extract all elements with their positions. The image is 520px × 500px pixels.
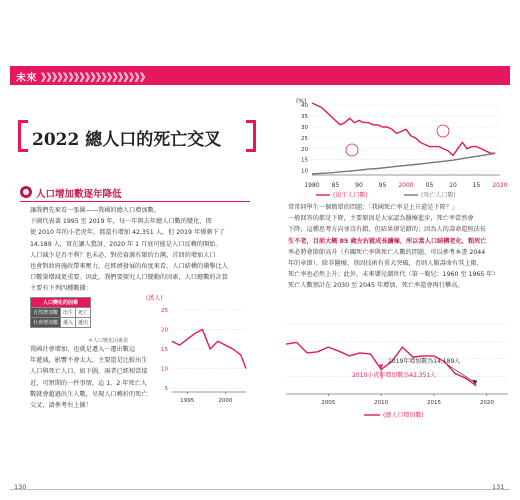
y-tick-label: 10 <box>161 366 168 373</box>
text-line-highlight: 生不老，目前大概 85 歲左右就成長續極，所以當人口結構老化，粗死亡 <box>288 237 487 245</box>
y-axis-unit: (萬人) <box>146 295 163 302</box>
x-tick-label: 2020 <box>492 182 508 189</box>
text-line: 年遞減，影響不會太大，主要還是比較出生 <box>30 357 148 365</box>
text-line: 我國社會增加，也就是遷入－遷出數這 <box>30 346 136 353</box>
text-line: 數就會超過出生人數，呈現人口轉折的死亡 <box>30 390 148 398</box>
legend-label: (死亡人口數) <box>421 192 456 199</box>
table-cell: 出生 <box>61 308 76 318</box>
page-number-left: 130 <box>14 483 27 491</box>
y-tick-label: 15 <box>301 157 308 164</box>
legend-label: (總人口增加數) <box>383 412 424 419</box>
annotation-label: 2019年增加數為14,189人 <box>388 358 461 365</box>
x-tick-label: 85 <box>331 182 340 189</box>
table-cell: 遷入 <box>61 318 76 328</box>
x-tick-label: 90 <box>355 182 363 189</box>
text-line: 讓我們先來看一張圖——我國的總人口增加數。 <box>30 207 160 214</box>
table-cell: 自然增加數 <box>31 308 61 318</box>
x-tick-label: 2015 <box>427 400 441 406</box>
text-line: 交叉，請參考右上圖！ <box>30 402 92 410</box>
x-tick-label: 10 <box>449 182 457 189</box>
annotation-label: 2010小虎年增加數為42,351人 <box>352 372 437 379</box>
total-increase-chart <box>286 324 508 419</box>
table-cell: 遷出 <box>76 318 91 328</box>
left-increase-chart <box>146 294 246 404</box>
x-tick-label: 2005 <box>321 400 336 406</box>
text-line: 使 2010 年的小老虎年，都還有增加 42,351 人，但 2019 年僅剩下了 <box>30 229 225 237</box>
y-tick-label: 25 <box>161 307 168 314</box>
y-tick-label: 10 <box>301 168 308 175</box>
table-cell: 社會增加數 <box>31 318 61 328</box>
text-line: 口數量增減更重要。因此，我們要探究人口變動的因素，人口總數的計算 <box>30 274 228 282</box>
y-tick-label: 35 <box>301 114 308 121</box>
text-line: 14,189 人，實在讓人驚訝，2020 年 1 月底可能是人口反轉的開始。 <box>30 240 222 248</box>
chapter-label: 未來 》》》》》》》》》》》》》》》》》》》 <box>16 73 151 84</box>
table-cell: 死亡 <box>76 308 91 318</box>
section-title: 人口增加數逐年降低 <box>36 189 122 200</box>
y-tick-label: 5 <box>164 386 168 393</box>
text-line: 下圖代表著 1995 至 2019 年，每一年與去年總人口數的變化，即 <box>30 218 212 226</box>
text-line: 人口與死亡人口，如下圖，兩者已經相當接 <box>30 368 148 376</box>
grave-icon <box>437 125 449 137</box>
text-line: 一般回答的都是下降，主要原因是大家認為醫療進步，死亡率當然會 <box>288 215 474 223</box>
x-tick-label: 95 <box>378 182 387 189</box>
y-tick-label: 30 <box>301 125 308 131</box>
table-note: ＊人口變化因素表 <box>88 338 129 344</box>
y-tick-label: 15 <box>161 347 168 353</box>
y-tick-label: 20 <box>161 327 168 334</box>
series-line <box>312 103 495 155</box>
page-number-right: 131 <box>492 483 505 491</box>
x-tick-label: 05 <box>425 182 434 189</box>
x-tick-label: 2010 <box>374 400 389 406</box>
page-title: 2022 總人口的死亡交叉 <box>32 130 222 150</box>
text-line: 常常同學生一個簡單的問題：「我國死亡率是上升還是下降？」 <box>288 204 459 211</box>
text-line: 年的章節），除非醫療、基因技術有重大突破，否則人類壽命有其上限， <box>288 260 483 268</box>
text-line: 近，可預期的一件事情，這 1、2 年死亡人 <box>30 379 147 387</box>
table-title: 人口變化的因素 <box>31 298 91 308</box>
legend-label: (出生人口數) <box>333 192 368 199</box>
text-line: 主要有下列四種數據： <box>30 285 92 293</box>
text-line: 率必將會節節高升（有關死亡率與死亡人數的問題，可以參考本書 2044 <box>288 248 486 256</box>
text-line: 也會對政府施政帶來壓力，在經濟發展的角度來看，人口結構的衝擊比人 <box>30 263 228 271</box>
text-line: 下降，這種思考方向並沒有錯，但結果卻是錯的；因為人的壽命還無法長 <box>288 226 486 234</box>
text-line: 死亡人數預計在 2030 至 2045 年增加，死亡率還會再行攀高。 <box>288 282 464 290</box>
birth-death-chart <box>296 98 508 199</box>
y-tick-label: 20 <box>301 146 308 153</box>
text-line: 死亡率也必然上升；此外，未來嬰兒潮世代（第一嬰兒：1960 至 1965 年） <box>288 271 499 279</box>
x-tick-label: 1995 <box>180 398 195 404</box>
y-axis-unit: (%) <box>296 98 307 105</box>
x-tick-label: 1980 <box>304 182 320 189</box>
text-line: 人口減少是否不利？也未必，對於資源有限的台灣，首回的增加人口 <box>30 251 216 259</box>
x-tick-label: 2000 <box>398 182 414 189</box>
annotation-arrow <box>448 365 475 383</box>
x-tick-label: 2020 <box>479 400 494 406</box>
baby-icon <box>346 144 358 156</box>
y-tick-label: 25 <box>301 135 308 142</box>
x-tick-label: 2000 <box>218 398 233 404</box>
x-tick-label: 15 <box>472 182 481 189</box>
y-tick-label: 40 <box>301 103 308 110</box>
